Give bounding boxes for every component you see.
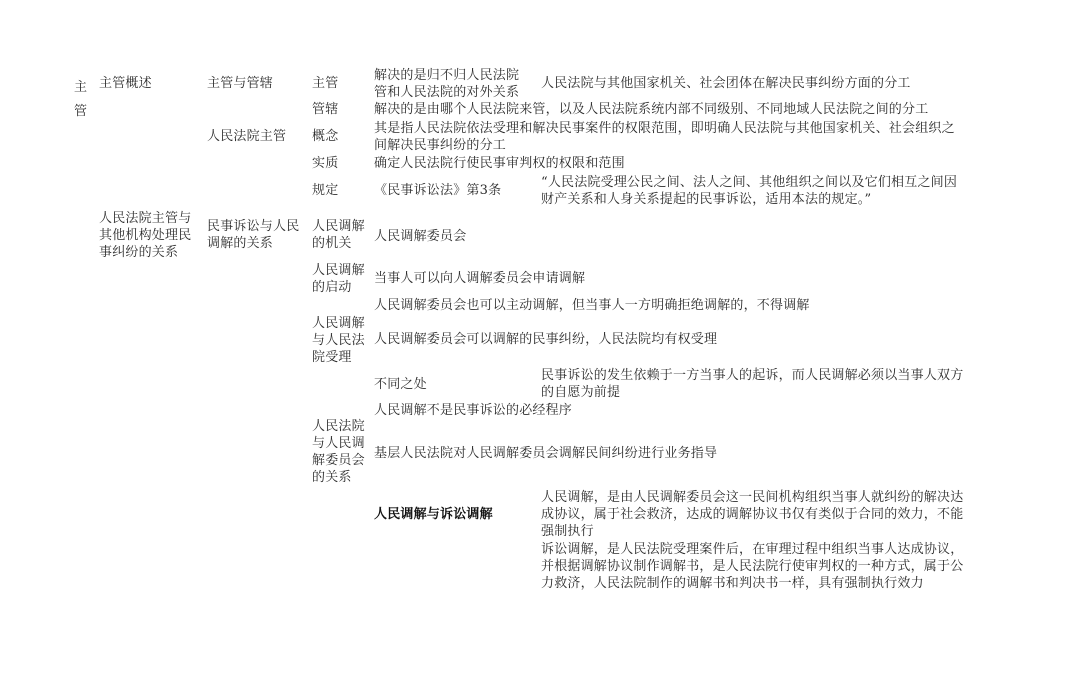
label-provision: 规定: [312, 183, 339, 198]
text-provision-quote: “人民法院受理公民之间、法人之间、其他组织之间以及它们相互之间因 财产关系和人身关系提起的民事诉讼，适用本法的规定。”: [541, 175, 958, 207]
label-guanxia: 管辖: [312, 102, 339, 117]
node-civil-litigation-mediation: 民事诉讼与人民 调解的关系: [207, 219, 300, 251]
text-business-guidance: 基层人民法院对人民调解委员会调解民间纠纷进行业务指导: [374, 446, 718, 461]
label-difference: 不同之处: [374, 377, 427, 392]
root-title-zhuguan: 主 管: [74, 80, 88, 119]
node-court-zhuguan: 人民法院主管: [207, 129, 287, 144]
label-zhuguan: 主管: [312, 76, 339, 91]
node-zhuguan-and-jurisdiction: 主管与管辖: [207, 76, 274, 91]
text-essence: 确定人民法院行使民事审判权的权限和范围: [374, 156, 625, 171]
text-court-mediation: 诉讼调解，是人民法院受理案件后，在审理过程中组织当事人达成协议， 并根据调解协议制作调解书，是人民法院行使审判权的一种方式，属于公 力救济，人民法院制作的调解书和判决书一样，具有强制执行效力: [541, 542, 964, 591]
text-zhuguan-division: 人民法院与其他国家机关、社会团体在解决民事纠纷方面的分工: [541, 76, 911, 91]
label-mediation-start: 人民调解 的启动: [312, 263, 365, 295]
label-mediation-court-accept: 人民调解 与人民法 院受理: [312, 316, 365, 365]
text-court-accept: 人民调解委员会可以调解的民事纠纷，人民法院均有权受理: [374, 332, 718, 347]
label-court-committee-relation: 人民法院 与人民调 解委员会 的关系: [312, 419, 365, 485]
label-concept: 概念: [312, 129, 339, 144]
text-initiative-mediation: 人民调解委员会也可以主动调解，但当事人一方明确拒绝调解的，不得调解: [374, 298, 810, 313]
label-mediation-organ: 人民调解 的机关: [312, 219, 365, 251]
text-apply-mediation: 当事人可以向人调解委员会申请调解: [374, 271, 586, 286]
node-court-other-institutions: 人民法院主管与 其他机构处理民 事纠纷的关系: [99, 211, 192, 260]
text-concept: 其是指人民法院依法受理和解决民事案件的权限范围，即明确人民法院与其他国家机关、社会组织之 间解决民事纠纷的分工: [374, 121, 955, 153]
text-civil-procedure-law-art3: 《民事诉讼法》第3条: [374, 183, 502, 198]
text-people-mediation: 人民调解，是由人民调解委员会这一民间机构组织当事人就纠纷的解决达 成协议，属于社会救济，达成的调解协议书仅有类似于合同的效力，不能 强制执行: [541, 490, 964, 539]
text-difference: 民事诉讼的发生依赖于一方当事人的起诉，而人民调解必须以当事人双方 的自愿为前提: [541, 368, 964, 400]
text-guanxia-definition: 解决的是由哪个人民法院来管，以及人民法院系统内部不同级别、不同地域人民法院之间的分工: [374, 102, 929, 117]
heading-mediation-vs-litigation: 人民调解与诉讼调解: [374, 507, 493, 522]
node-zhuguan-overview: 主管概述: [99, 76, 152, 91]
label-essence: 实质: [312, 156, 339, 171]
text-zhuguan-definition: 解决的是归不归人民法院 管和人民法院的对外关系: [374, 68, 520, 100]
text-not-required-procedure: 人民调解不是民事诉讼的必经程序: [374, 403, 573, 418]
text-mediation-committee: 人民调解委员会: [374, 229, 467, 244]
